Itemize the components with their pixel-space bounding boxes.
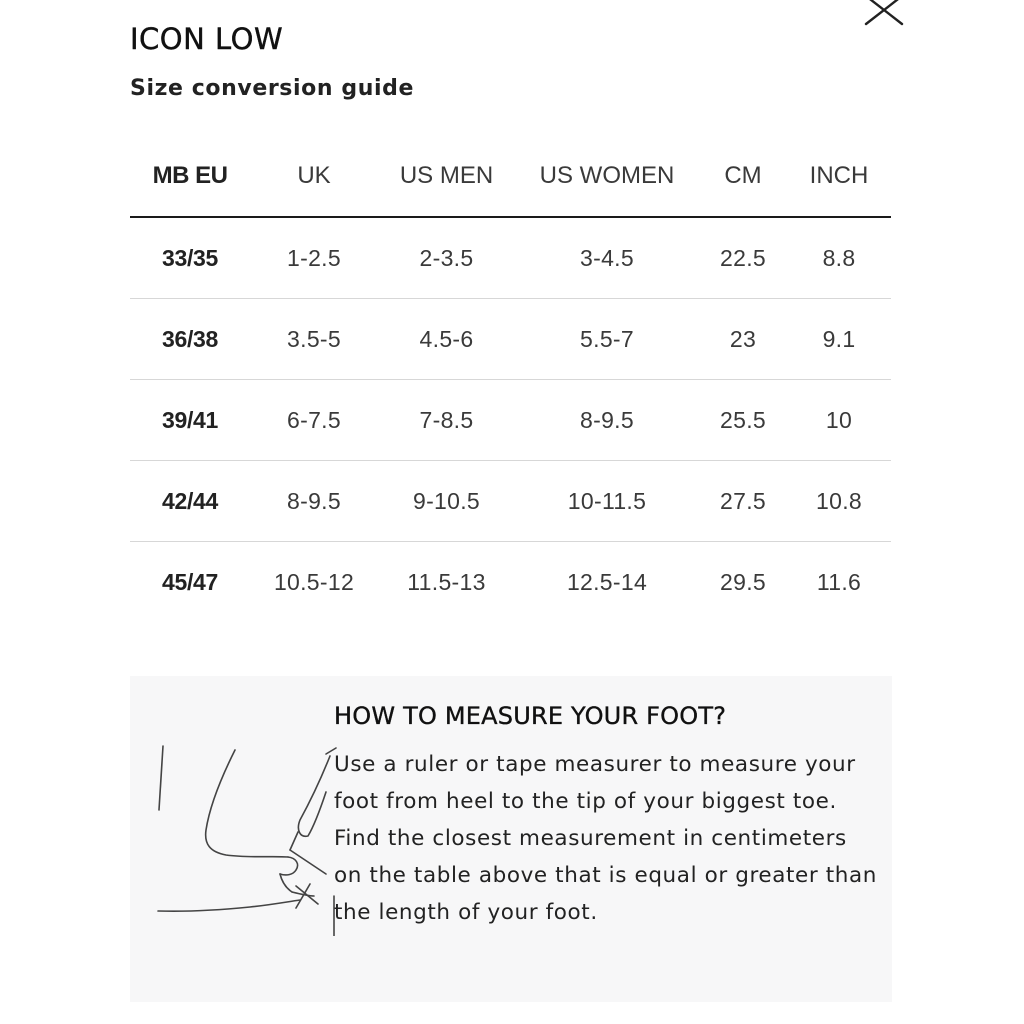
table-cell: 10 [787,380,891,461]
table-cell: 33/35 [130,217,250,299]
table-cell: 10.5-12 [273,568,355,595]
table-cell: 8.8 [787,217,891,299]
table-cell: 7-8.5 [378,380,515,461]
table-cell: 11.6 [816,568,862,595]
table-cell: 36/38 [130,299,250,380]
table-cell: 39/41 [130,380,250,461]
table-cell: 42/44 [130,461,250,542]
table-row [130,542,891,623]
table-cell: 23 [699,299,787,380]
table-cell: 1-2.5 [250,217,378,299]
close-icon [862,0,906,26]
table-cell: 3.5-5 [250,299,378,380]
modal-subtitle: Size conversion guide [130,76,414,101]
size-conversion-table [130,136,891,622]
column-header: CM [699,136,787,217]
table-cell: 12.5-14 [566,568,648,595]
table-cell: 27.5 [699,461,787,542]
table-cell: 2-3.5 [378,217,515,299]
table-cell: 45/47 [161,568,219,595]
instruction-paragraph: Use a ruler or tape measurer to measure your foot from heel to the tip of your biggest toe. [334,752,856,814]
table-cell: 25.5 [699,380,787,461]
table-cell: 8-9.5 [250,461,378,542]
column-header: MB EU [130,136,250,217]
table-cell: 9.1 [787,299,891,380]
table-cell: 4.5-6 [378,299,515,380]
column-header: US MEN [378,136,515,217]
table-cell: 9-10.5 [378,461,515,542]
close-button[interactable] [862,0,906,26]
table-row [130,299,891,380]
table-header-row [130,136,891,217]
modal-title: ICON LOW [130,22,284,56]
measure-instructions [334,746,879,931]
column-header: UK [250,136,378,217]
instruction-paragraph: Find the closest measurement in centimeters on the table above that is equal or greater than the length of your foot. [334,826,878,925]
table-row [130,461,891,542]
table-cell: 11.5-13 [407,568,486,595]
table-cell: 10-11.5 [515,461,699,542]
measure-foot-panel [130,676,892,1002]
table-row [130,380,891,461]
column-header: US WOMEN [515,136,699,217]
table-cell: 5.5-7 [515,299,699,380]
table-cell: 22.5 [699,217,787,299]
measure-title: HOW TO MEASURE YOUR FOOT? [334,702,727,730]
table-cell: 6-7.5 [250,380,378,461]
table-row [130,217,891,299]
table-cell: 3-4.5 [515,217,699,299]
table-cell: 10.8 [787,461,891,542]
column-header: INCH [787,136,891,217]
table-cell: 8-9.5 [515,380,699,461]
foot-measure-icon [150,736,350,936]
table-cell: 29.5 [720,568,766,595]
